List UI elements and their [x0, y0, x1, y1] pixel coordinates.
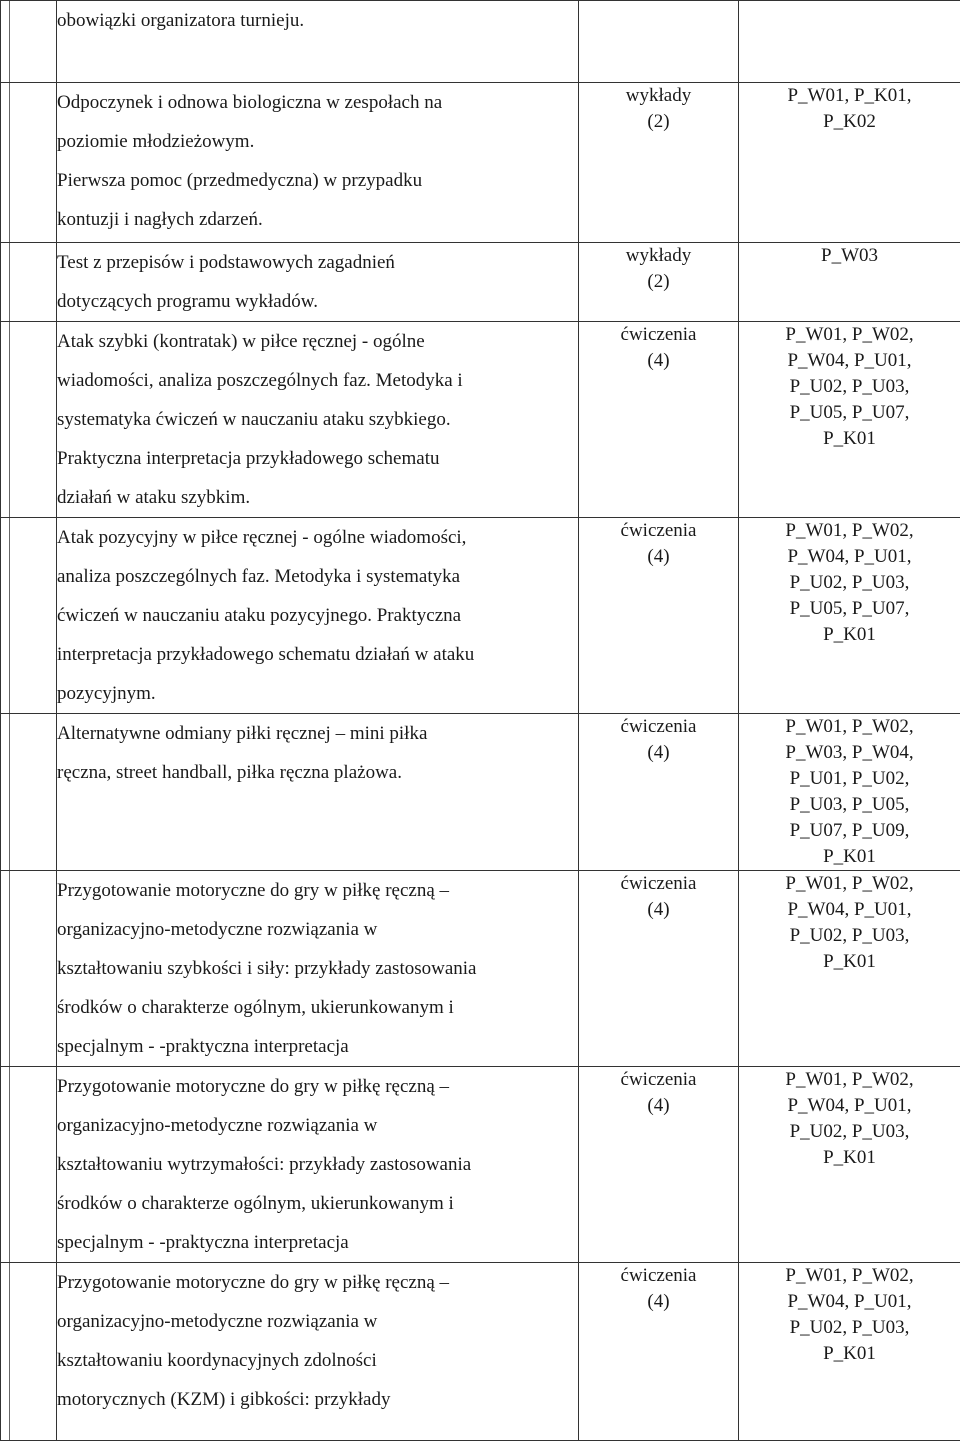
- outcome-line: P_K01: [739, 426, 960, 452]
- topic-line: środków o charakterze ogólnym, ukierunkowanym i: [57, 1184, 578, 1223]
- class-form-cell: [579, 518, 739, 714]
- syllabus-table-body: [1, 1, 960, 1441]
- topic-line: środków o charakterze ogólnym, ukierunkowanym i: [57, 988, 578, 1027]
- topic-cell: [57, 1263, 579, 1441]
- topic-line: wiadomości, analiza poszczególnych faz. Metodyka i: [57, 361, 578, 400]
- topic-line: kształtowaniu wytrzymałości: przykłady zastosowania: [57, 1145, 578, 1184]
- row-number-cell: [1, 83, 57, 243]
- class-form-cell: [579, 1263, 739, 1441]
- row-number-cell: [1, 1, 57, 83]
- cell-divider: [9, 1, 10, 82]
- class-form-cell: [579, 322, 739, 518]
- outcome-line: P_W01, P_W02,: [739, 714, 960, 740]
- topic-line: Pierwsza pomoc (przedmedyczna) w przypadku: [57, 161, 578, 200]
- topic-line: organizacyjno-metodyczne rozwiązania w: [57, 1106, 578, 1145]
- learning-outcomes-cell: [739, 83, 960, 243]
- outcome-line: P_K01: [739, 622, 960, 648]
- outcome-line: P_W01, P_K01,: [739, 83, 960, 109]
- learning-outcomes-cell: [739, 1263, 960, 1441]
- topic-cell: [57, 1067, 579, 1263]
- topic-line: kontuzji i nagłych zdarzeń.: [57, 200, 578, 239]
- learning-outcomes-cell: [739, 518, 960, 714]
- outcome-line: P_W04, P_U01,: [739, 348, 960, 374]
- cell-divider: [9, 1067, 10, 1262]
- outcome-line: P_U01, P_U02,: [739, 766, 960, 792]
- row-number-cell: [1, 518, 57, 714]
- class-form-cell: [579, 714, 739, 871]
- class-form: ćwiczenia: [579, 871, 738, 897]
- topic-line: systematyka ćwiczeń w nauczaniu ataku szybkiego.: [57, 400, 578, 439]
- topic-line: analiza poszczególnych faz. Metodyka i systematyka: [57, 557, 578, 596]
- topic-cell: [57, 83, 579, 243]
- row-number-cell: [1, 243, 57, 322]
- cell-divider: [9, 83, 10, 242]
- topic-line: Alternatywne odmiany piłki ręcznej ‒ mini piłka: [57, 714, 578, 753]
- outcome-line: P_U02, P_U03,: [739, 923, 960, 949]
- outcome-line: P_U07, P_U09,: [739, 818, 960, 844]
- topic-cell: [57, 1, 579, 83]
- outcome-line: P_U02, P_U03,: [739, 570, 960, 596]
- topic-line: kształtowaniu koordynacyjnych zdolności: [57, 1341, 578, 1380]
- topic-line: Przygotowanie motoryczne do gry w piłkę ręczną ‒: [57, 1067, 578, 1106]
- learning-outcomes-cell: [739, 1067, 960, 1263]
- class-hours: (4): [579, 897, 738, 923]
- class-form: ćwiczenia: [579, 714, 738, 740]
- table-row: [1, 714, 960, 871]
- topic-line: kształtowaniu szybkości i siły: przykłady zastosowania: [57, 949, 578, 988]
- topic-line: interpretacja przykładowego schematu działań w ataku: [57, 635, 578, 674]
- topic-line: Atak pozycyjny w piłce ręcznej - ogólne wiadomości,: [57, 518, 578, 557]
- topic-cell: [57, 871, 579, 1067]
- class-form: wykłady: [579, 83, 738, 109]
- outcome-line: P_W01, P_W02,: [739, 322, 960, 348]
- outcome-line: P_W01, P_W02,: [739, 1067, 960, 1093]
- row-number-cell: [1, 714, 57, 871]
- topic-line: Przygotowanie motoryczne do gry w piłkę ręczną ‒: [57, 871, 578, 910]
- class-form: wykłady: [579, 243, 738, 269]
- class-form-cell: [579, 1067, 739, 1263]
- topic-line: Test z przepisów i podstawowych zagadnień: [57, 243, 578, 282]
- topic-line: Atak szybki (kontratak) w piłce ręcznej - ogólne: [57, 322, 578, 361]
- topic-cell: [57, 243, 579, 322]
- table-row: [1, 1067, 960, 1263]
- outcome-line: P_W03, P_W04,: [739, 740, 960, 766]
- cell-divider: [9, 714, 10, 870]
- outcome-line: P_W03: [739, 243, 960, 269]
- topic-cell: [57, 714, 579, 871]
- topic-cell: [57, 322, 579, 518]
- class-hours: (2): [579, 109, 738, 135]
- class-form-cell: [579, 243, 739, 322]
- topic-line: specjalnym - -praktyczna interpretacja: [57, 1223, 578, 1262]
- class-form-cell: [579, 1, 739, 83]
- topic-line: organizacyjno-metodyczne rozwiązania w: [57, 1302, 578, 1341]
- outcome-line: P_W01, P_W02,: [739, 1263, 960, 1289]
- topic-cell: [57, 518, 579, 714]
- learning-outcomes-cell: [739, 243, 960, 322]
- topic-line: organizacyjno-metodyczne rozwiązania w: [57, 910, 578, 949]
- outcome-line: P_W04, P_U01,: [739, 544, 960, 570]
- table-row: [1, 1263, 960, 1441]
- table-row: [1, 322, 960, 518]
- topic-line: Odpoczynek i odnowa biologiczna w zespołach na: [57, 83, 578, 122]
- row-number-cell: [1, 871, 57, 1067]
- outcome-line: P_W01, P_W02,: [739, 871, 960, 897]
- outcome-line: P_U02, P_U03,: [739, 1315, 960, 1341]
- outcome-line: P_W01, P_W02,: [739, 518, 960, 544]
- class-hours: (2): [579, 269, 738, 295]
- topic-line: ręczna, street handball, piłka ręczna plażowa.: [57, 753, 578, 792]
- cell-divider: [9, 1263, 10, 1440]
- table-row: [1, 83, 960, 243]
- outcome-line: P_W04, P_U01,: [739, 1093, 960, 1119]
- class-hours: (4): [579, 348, 738, 374]
- cell-divider: [9, 871, 10, 1066]
- topic-line: dotyczących programu wykładów.: [57, 282, 578, 321]
- table-row: [1, 1, 960, 83]
- class-form: ćwiczenia: [579, 1263, 738, 1289]
- outcome-line: P_U02, P_U03,: [739, 1119, 960, 1145]
- outcome-line: P_U05, P_U07,: [739, 400, 960, 426]
- topic-line: obowiązki organizatora turnieju.: [57, 1, 578, 40]
- learning-outcomes-cell: [739, 322, 960, 518]
- topic-line: Przygotowanie motoryczne do gry w piłkę ręczną ‒: [57, 1263, 578, 1302]
- topic-line: działań w ataku szybkim.: [57, 478, 578, 517]
- row-number-cell: [1, 1263, 57, 1441]
- class-form: ćwiczenia: [579, 1067, 738, 1093]
- class-hours: (4): [579, 1289, 738, 1315]
- outcome-line: P_W04, P_U01,: [739, 1289, 960, 1315]
- outcome-line: P_K01: [739, 844, 960, 870]
- class-hours: (4): [579, 1093, 738, 1119]
- row-number-cell: [1, 322, 57, 518]
- outcome-line: P_W04, P_U01,: [739, 897, 960, 923]
- class-hours: (4): [579, 544, 738, 570]
- learning-outcomes-cell: [739, 714, 960, 871]
- topic-line: [57, 831, 578, 870]
- topic-line: ćwiczeń w nauczaniu ataku pozycyjnego. Praktyczna: [57, 596, 578, 635]
- outcome-line: P_K01: [739, 949, 960, 975]
- class-form-cell: [579, 83, 739, 243]
- cell-divider: [9, 322, 10, 517]
- outcome-line: P_U03, P_U05,: [739, 792, 960, 818]
- outcome-line: P_U05, P_U07,: [739, 596, 960, 622]
- class-form: ćwiczenia: [579, 322, 738, 348]
- row-number-cell: [1, 1067, 57, 1263]
- outcome-line: P_U02, P_U03,: [739, 374, 960, 400]
- outcome-line: P_K01: [739, 1341, 960, 1367]
- cell-divider: [9, 243, 10, 321]
- cell-divider: [9, 518, 10, 713]
- table-row: [1, 518, 960, 714]
- table-row: [1, 243, 960, 322]
- topic-line: motorycznych (KZM) i gibkości: przykłady: [57, 1380, 578, 1419]
- class-hours: (4): [579, 740, 738, 766]
- topic-line: Praktyczna interpretacja przykładowego schematu: [57, 439, 578, 478]
- class-form: ćwiczenia: [579, 518, 738, 544]
- table-row: [1, 871, 960, 1067]
- topic-line: poziomie młodzieżowym.: [57, 122, 578, 161]
- learning-outcomes-cell: [739, 871, 960, 1067]
- outcome-line: P_K02: [739, 109, 960, 135]
- outcome-line: P_K01: [739, 1145, 960, 1171]
- topic-line: [57, 792, 578, 831]
- class-form-cell: [579, 871, 739, 1067]
- learning-outcomes-cell: [739, 1, 960, 83]
- topic-line: specjalnym - -praktyczna interpretacja: [57, 1027, 578, 1066]
- topic-line: pozycyjnym.: [57, 674, 578, 713]
